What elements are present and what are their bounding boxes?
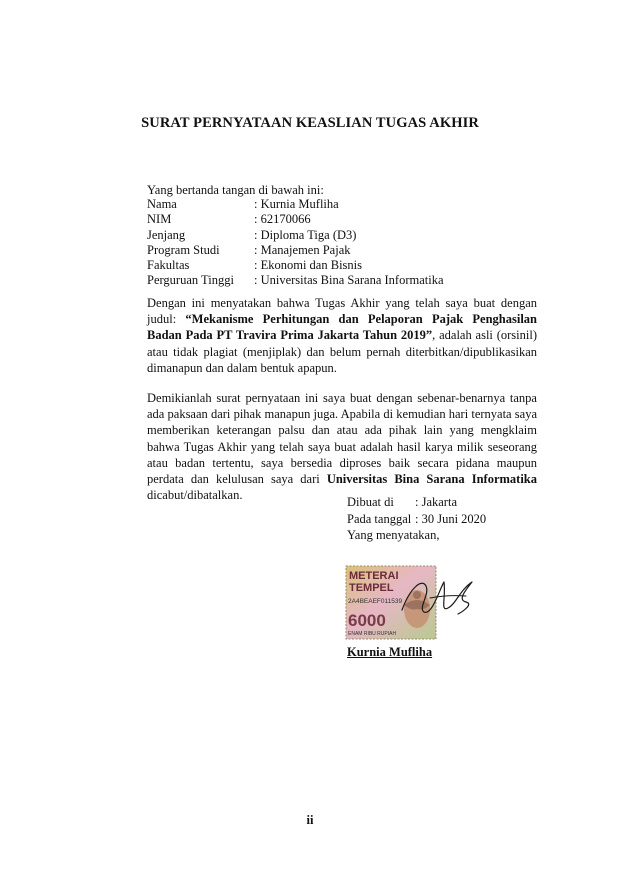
identity-value: : Manajemen Pajak: [254, 242, 351, 257]
identity-row-perguruan-tinggi: [147, 273, 444, 288]
signing-block: [347, 494, 486, 544]
identity-row-nim: [147, 212, 444, 227]
identity-row-program-studi: [147, 243, 444, 258]
place-value: : Jakarta: [415, 495, 457, 509]
identity-value: : 62170066: [254, 212, 311, 227]
identity-table: [147, 197, 444, 289]
identity-row-fakultas: [147, 258, 444, 273]
identity-label: Fakultas: [147, 258, 190, 273]
signer-name: Kurnia Mufliha: [347, 645, 433, 659]
closing-paragraph: [147, 390, 537, 503]
identity-value: : Kurnia Mufliha: [254, 197, 339, 211]
declaration-rest: , adalah asli (orsinil) atau tidak plagiat (menjiplak) dan belum pernah diterbitkan/dipublikasikan dimanapun dan dalam bentuk apapun.: [147, 328, 537, 375]
identity-label: Program Studi: [147, 242, 220, 257]
identity-row-name: [147, 197, 444, 212]
thesis-title: “Mekanisme Perhitungan dan Pelaporan Pajak Penghasilan Badan Pada PT Travira Prima Jakarta Tahun 2019”: [147, 312, 538, 343]
identity-label: Jenjang: [147, 227, 186, 242]
place-label: Dibuat di: [347, 495, 394, 509]
identity-row-jenjang: [147, 228, 444, 243]
identity-label: Nama: [147, 197, 177, 211]
stamp-title-line2: TEMPEL: [349, 582, 394, 594]
identity-label: NIM: [147, 212, 172, 227]
page-number: ii: [306, 813, 314, 827]
stamp-value-text: ENAM RIBU RUPIAH: [348, 631, 397, 637]
intro-text: Yang bertanda tangan di bawah ini:: [147, 183, 324, 197]
closing-salutation: Yang menyatakan,: [347, 528, 440, 543]
place-row: [347, 494, 486, 511]
identity-value: : Diploma Tiga (D3): [254, 227, 357, 242]
date-label: Pada tanggal: [347, 511, 412, 526]
stamp-title-line1: METERAI: [349, 570, 399, 582]
stamp-value: 6000: [348, 611, 386, 630]
closing-text: Demikianlah surat pernyataan ini saya buat dengan sebenar-benarnya tanpa ada paksaan dari pihak manapun juga. Apabila di kemudian hari ternyata saya memberikan keterangan palsu dan atau ada pihak lain yang mengklaim bahwa Tugas Akhir yang telah saya buat adalah hasil karya milik seseorang atau badan tertentu, saya bersedia diproses baik secara pidana maupun perdata dan kelulusan saya dari: [147, 391, 537, 487]
handwritten-signature: [400, 568, 480, 623]
date-row: [347, 511, 486, 528]
identity-value: : Ekonomi dan Bisnis: [254, 258, 362, 273]
closing-text-end: dicabut/dibatalkan.: [147, 488, 243, 503]
identity-label: Perguruan Tinggi: [147, 273, 234, 288]
date-value: : 30 Juni 2020: [415, 511, 487, 526]
declaration-lead: Dengan ini menyatakan bahwa Tugas Akhir yang telah saya buat dengan judul:: [147, 296, 537, 327]
declaration-paragraph: [147, 295, 537, 376]
document-title: SURAT PERNYATAAN KEASLIAN TUGAS AKHIR: [141, 115, 479, 131]
identity-value: : Universitas Bina Sarana Informatika: [254, 273, 444, 288]
stamp-serial: 2A4BEAEF011539: [348, 598, 403, 605]
university-name: Universitas Bina Sarana Informatika: [326, 472, 537, 487]
